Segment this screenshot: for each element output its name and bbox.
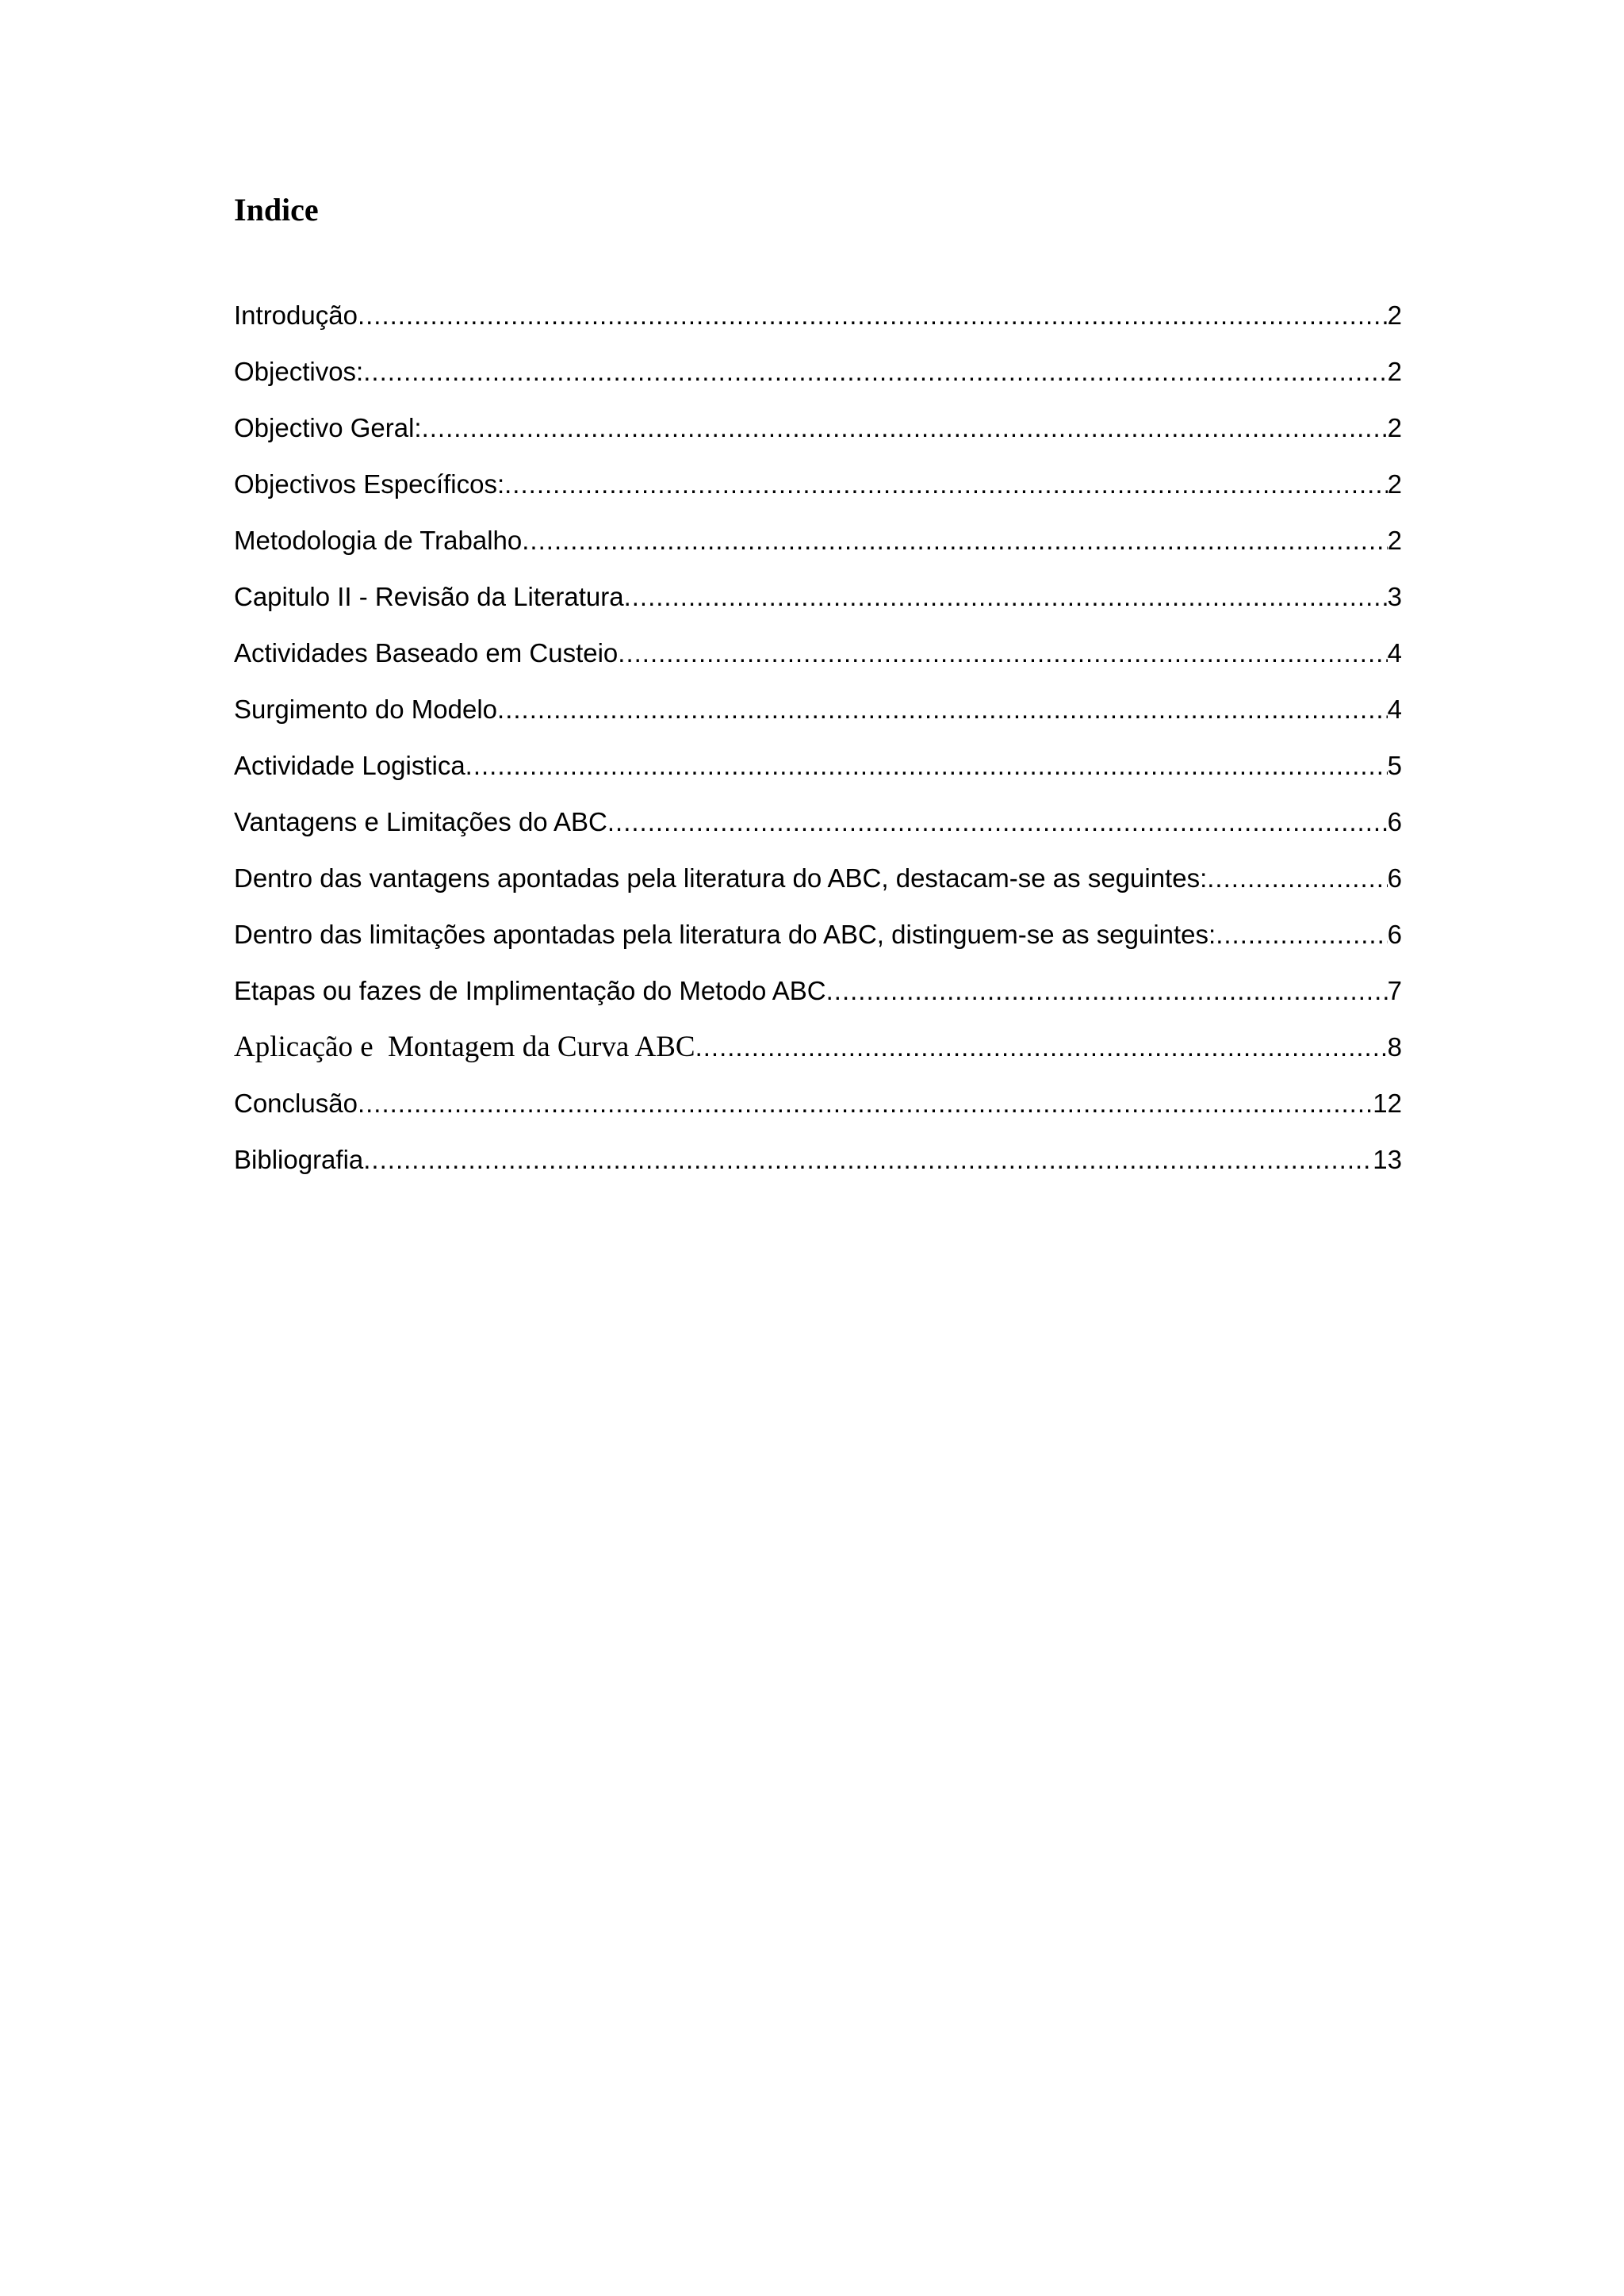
toc-entry-label: Objectivo Geral: bbox=[234, 413, 422, 442]
dot-leader bbox=[504, 467, 1388, 502]
dot-leader bbox=[522, 523, 1387, 558]
toc-entry-label: Dentro das limitações apontadas pela literatura do ABC, distinguem-se as seguintes: bbox=[234, 920, 1216, 949]
dot-leader bbox=[465, 748, 1388, 783]
dot-leader bbox=[358, 1086, 1373, 1121]
toc-entry-label: Vantagens e Limitações do ABC bbox=[234, 807, 607, 836]
dot-leader bbox=[826, 974, 1388, 1008]
toc-entry[interactable] bbox=[234, 523, 1402, 580]
toc-entry-page: 4 bbox=[1387, 695, 1402, 724]
toc-entry-label: Dentro das vantagens apontadas pela literatura do ABC, destacam-se as seguintes: bbox=[234, 863, 1208, 893]
toc-entry-page: 4 bbox=[1387, 638, 1402, 668]
toc-entry[interactable] bbox=[234, 974, 1402, 1030]
dot-leader bbox=[1216, 917, 1387, 952]
toc-entry-page: 2 bbox=[1387, 526, 1402, 555]
toc-entry-label: Metodologia de Trabalho bbox=[234, 526, 523, 555]
toc-entry[interactable] bbox=[234, 861, 1402, 917]
toc-entry-label: Surgimento do Modelo bbox=[234, 695, 498, 724]
toc-title: Indice bbox=[234, 192, 319, 228]
toc-entry-label: Objectivos: bbox=[234, 357, 364, 386]
dot-leader bbox=[422, 411, 1388, 446]
toc-entry-label: Actividades Baseado em Custeio bbox=[234, 638, 619, 668]
toc-entry-page: 12 bbox=[1373, 1089, 1402, 1118]
toc-entry-page: 2 bbox=[1387, 357, 1402, 386]
dot-leader bbox=[363, 1142, 1373, 1177]
toc-entry-label: Aplicação e Montagem da Curva ABC bbox=[234, 1031, 695, 1063]
toc-entry-label: Conclusão bbox=[234, 1089, 358, 1118]
toc-entry[interactable] bbox=[234, 805, 1402, 861]
toc-entry[interactable] bbox=[234, 298, 1402, 354]
dot-leader bbox=[1207, 861, 1387, 896]
dot-leader bbox=[695, 1030, 1388, 1065]
toc-entry-page: 2 bbox=[1387, 469, 1402, 499]
dot-leader bbox=[363, 354, 1387, 389]
toc-entry-page: 5 bbox=[1387, 751, 1402, 780]
toc-entry-label: Capitulo II - Revisão da Literatura bbox=[234, 582, 624, 611]
dot-leader bbox=[624, 580, 1388, 614]
dot-leader bbox=[358, 298, 1388, 333]
table-of-contents bbox=[234, 298, 1402, 1199]
toc-entry-page: 6 bbox=[1387, 920, 1402, 949]
toc-entry[interactable] bbox=[234, 692, 1402, 748]
toc-entry[interactable] bbox=[234, 411, 1402, 467]
toc-entry-page: 2 bbox=[1387, 413, 1402, 442]
toc-entry[interactable] bbox=[234, 354, 1402, 411]
toc-entry-label: Actividade Logistica bbox=[234, 751, 465, 780]
toc-entry-page: 3 bbox=[1387, 582, 1402, 611]
toc-entry-label: Etapas ou fazes de Implimentação do Metodo ABC bbox=[234, 976, 826, 1005]
toc-entry-page: 7 bbox=[1387, 976, 1402, 1005]
toc-entry[interactable] bbox=[234, 1030, 1402, 1086]
dot-leader bbox=[618, 636, 1387, 671]
toc-entry-page: 6 bbox=[1387, 863, 1402, 893]
toc-entry-label: Introdução bbox=[234, 300, 358, 330]
toc-entry[interactable] bbox=[234, 748, 1402, 805]
toc-entry-page: 6 bbox=[1387, 807, 1402, 836]
toc-entry[interactable] bbox=[234, 1086, 1402, 1142]
toc-entry[interactable] bbox=[234, 636, 1402, 692]
toc-entry[interactable] bbox=[234, 580, 1402, 636]
toc-entry-page: 13 bbox=[1373, 1145, 1402, 1174]
toc-entry[interactable] bbox=[234, 1142, 1402, 1199]
dot-leader bbox=[497, 692, 1388, 727]
toc-entry[interactable] bbox=[234, 467, 1402, 523]
toc-entry-page: 2 bbox=[1387, 300, 1402, 330]
toc-entry[interactable] bbox=[234, 917, 1402, 974]
toc-entry-page: 8 bbox=[1387, 1032, 1402, 1062]
dot-leader bbox=[607, 805, 1388, 840]
toc-entry-label: Bibliografia bbox=[234, 1145, 364, 1174]
toc-entry-label: Objectivos Específicos: bbox=[234, 469, 505, 499]
